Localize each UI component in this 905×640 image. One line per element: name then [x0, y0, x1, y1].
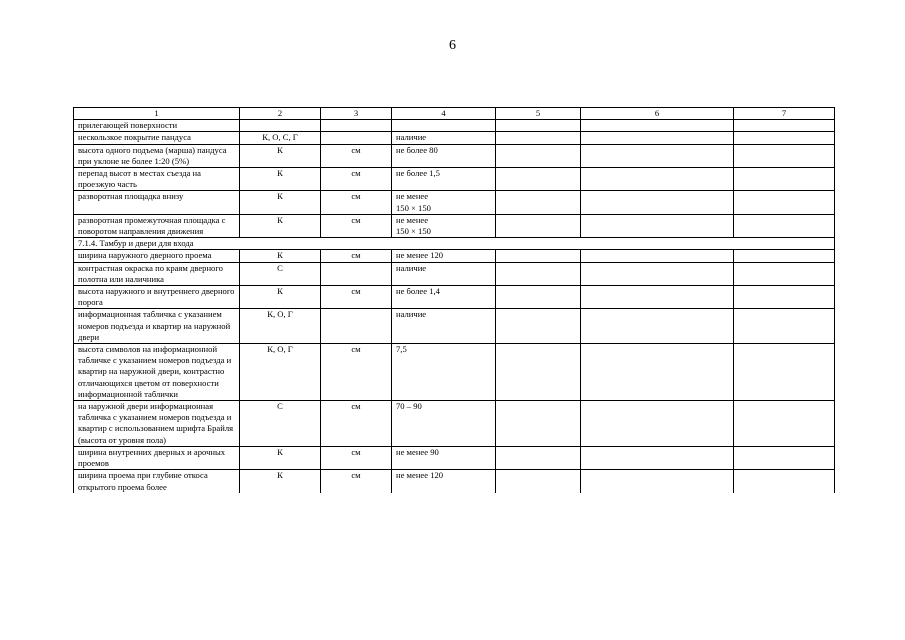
row-empty-cell-6 — [581, 309, 734, 344]
row-code-cell: К — [240, 144, 321, 167]
row-empty-cell-7 — [734, 286, 835, 309]
row-name-cell: перепад высот в местах съезда на проезжую часть — [74, 168, 240, 191]
table-row — [74, 344, 835, 401]
row-code-cell: К — [240, 214, 321, 237]
row-value-cell: не менее 90 — [392, 446, 496, 469]
row-name-cell: информационная табличка с указанием номеров подъезда и квартир на наружной двери — [74, 309, 240, 344]
table-row — [74, 309, 835, 344]
row-name-cell: ширина наружного дверного проема — [74, 250, 240, 262]
row-empty-cell-5 — [496, 120, 581, 132]
row-empty-cell-7 — [734, 446, 835, 469]
row-value-cell: не менее 120 — [392, 250, 496, 262]
row-name-cell: высота наружного и внутреннего дверного порога — [74, 286, 240, 309]
table-row — [74, 214, 835, 237]
row-code-cell: С — [240, 262, 321, 285]
row-unit-cell: см — [321, 286, 392, 309]
row-name-cell: нескользкое покрытие пандуса — [74, 132, 240, 144]
header-cell: 5 — [496, 108, 581, 120]
row-name-cell: высота одного подъема (марша) пандуса при уклоне не более 1:20 (5%) — [74, 144, 240, 167]
row-empty-cell-6 — [581, 446, 734, 469]
row-code-cell: С — [240, 401, 321, 447]
header-cell: 4 — [392, 108, 496, 120]
row-code-cell — [240, 120, 321, 132]
row-empty-cell-5 — [496, 286, 581, 309]
row-name-cell: высота символов на информационной табличке с указанием номеров подъезда и квартир на наружной двери, контрастно отличающихся цветом от поверхности информационной таблички — [74, 344, 240, 401]
header-cell: 3 — [321, 108, 392, 120]
row-value-cell: 7,5 — [392, 344, 496, 401]
table-row — [74, 132, 835, 144]
row-unit-cell: см — [321, 214, 392, 237]
row-empty-cell-6 — [581, 132, 734, 144]
row-value-cell: не менее 120 — [392, 470, 496, 493]
row-unit-cell: см — [321, 470, 392, 493]
row-value-cell: наличие — [392, 309, 496, 344]
row-unit-cell: см — [321, 191, 392, 214]
row-code-cell: К — [240, 470, 321, 493]
table-row — [74, 286, 835, 309]
row-code-cell: К, О, Г — [240, 309, 321, 344]
row-empty-cell-6 — [581, 344, 734, 401]
row-value-cell: 70 – 90 — [392, 401, 496, 447]
row-name-cell: контрастная окраска по краям дверного полотна или наличника — [74, 262, 240, 285]
row-code-cell: К, О, Г — [240, 344, 321, 401]
row-unit-cell: см — [321, 144, 392, 167]
row-name-cell: разворотная промежуточная площадка с поворотом направления движения — [74, 214, 240, 237]
row-value-cell: не более 1,5 — [392, 168, 496, 191]
row-value-cell: не менее 150 × 150 — [392, 191, 496, 214]
row-unit-cell — [321, 120, 392, 132]
row-empty-cell-7 — [734, 120, 835, 132]
row-empty-cell-7 — [734, 168, 835, 191]
row-empty-cell-7 — [734, 250, 835, 262]
header-cell: 6 — [581, 108, 734, 120]
row-empty-cell-7 — [734, 309, 835, 344]
header-cell: 1 — [74, 108, 240, 120]
row-empty-cell-5 — [496, 262, 581, 285]
row-empty-cell-7 — [734, 401, 835, 447]
section-row — [74, 238, 835, 250]
row-empty-cell-5 — [496, 250, 581, 262]
row-unit-cell: см — [321, 344, 392, 401]
header-cell: 7 — [734, 108, 835, 120]
row-unit-cell: см — [321, 401, 392, 447]
row-name-cell: прилегающей поверхности — [74, 120, 240, 132]
table-row — [74, 470, 835, 493]
row-empty-cell-5 — [496, 132, 581, 144]
row-code-cell: К — [240, 168, 321, 191]
table-row — [74, 401, 835, 447]
row-unit-cell: см — [321, 168, 392, 191]
row-empty-cell-6 — [581, 144, 734, 167]
row-empty-cell-6 — [581, 250, 734, 262]
row-unit-cell — [321, 262, 392, 285]
row-empty-cell-7 — [734, 262, 835, 285]
row-empty-cell-6 — [581, 120, 734, 132]
row-value-cell: не более 80 — [392, 144, 496, 167]
row-unit-cell — [321, 309, 392, 344]
row-empty-cell-6 — [581, 262, 734, 285]
row-empty-cell-5 — [496, 214, 581, 237]
row-code-cell: К — [240, 191, 321, 214]
row-empty-cell-5 — [496, 470, 581, 493]
row-code-cell: К — [240, 446, 321, 469]
row-value-cell — [392, 120, 496, 132]
requirements-table — [73, 107, 835, 493]
table-row — [74, 144, 835, 167]
table-row — [74, 120, 835, 132]
row-empty-cell-6 — [581, 470, 734, 493]
row-empty-cell-5 — [496, 144, 581, 167]
row-empty-cell-5 — [496, 446, 581, 469]
row-empty-cell-6 — [581, 214, 734, 237]
row-unit-cell — [321, 132, 392, 144]
row-code-cell: К, О, С, Г — [240, 132, 321, 144]
row-value-cell: наличие — [392, 132, 496, 144]
row-name-cell: ширина проема при глубине откоса открытого проема более — [74, 470, 240, 493]
row-empty-cell-6 — [581, 401, 734, 447]
table-row — [74, 262, 835, 285]
row-empty-cell-7 — [734, 344, 835, 401]
row-empty-cell-7 — [734, 470, 835, 493]
row-name-cell: на наружной двери информационная табличка с указанием номеров подъезда и квартир с использованием шрифта Брайля (высота от уровня пола) — [74, 401, 240, 447]
row-value-cell: наличие — [392, 262, 496, 285]
table-row — [74, 191, 835, 214]
row-empty-cell-5 — [496, 309, 581, 344]
header-cell: 2 — [240, 108, 321, 120]
row-empty-cell-5 — [496, 191, 581, 214]
row-code-cell: К — [240, 286, 321, 309]
row-name-cell: разворотная площадка внизу — [74, 191, 240, 214]
row-value-cell: не менее 150 × 150 — [392, 214, 496, 237]
row-empty-cell-7 — [734, 144, 835, 167]
header-row — [74, 108, 835, 120]
row-empty-cell-6 — [581, 191, 734, 214]
row-code-cell: К — [240, 250, 321, 262]
row-empty-cell-7 — [734, 191, 835, 214]
section-title: 7.1.4. Тамбур и двери для входа — [74, 238, 835, 250]
table-row — [74, 168, 835, 191]
row-empty-cell-6 — [581, 168, 734, 191]
row-value-cell: не более 1,4 — [392, 286, 496, 309]
row-empty-cell-7 — [734, 132, 835, 144]
row-empty-cell-5 — [496, 401, 581, 447]
row-name-cell: ширина внутренних дверных и арочных проемов — [74, 446, 240, 469]
row-empty-cell-5 — [496, 168, 581, 191]
row-empty-cell-5 — [496, 344, 581, 401]
row-empty-cell-7 — [734, 214, 835, 237]
row-unit-cell: см — [321, 250, 392, 262]
table-row — [74, 250, 835, 262]
table-row — [74, 446, 835, 469]
row-empty-cell-6 — [581, 286, 734, 309]
row-unit-cell: см — [321, 446, 392, 469]
page-number: 6 — [449, 38, 456, 53]
